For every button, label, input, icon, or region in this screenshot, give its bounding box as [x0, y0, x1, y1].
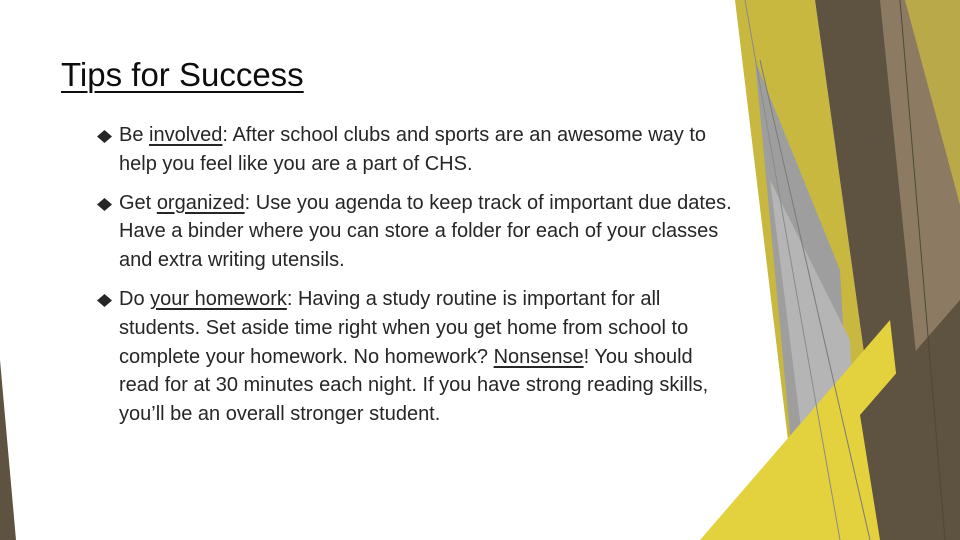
bullet-do-your-homework — [97, 285, 737, 429]
bullet-be-involved — [97, 121, 737, 179]
bullet-term: organized — [156, 191, 245, 214]
diamond-bullet-icon — [97, 198, 112, 211]
bullet-text: Having a study routine is important for all students. Set aside time right when you get home from school to complete your homework. No homework? — [119, 287, 689, 368]
bullet-list — [97, 121, 737, 429]
bullet-term: your homework — [150, 287, 287, 310]
bullet-text-after: ! You should read for at 30 minutes each night. If you have strong reading skills, you’ll be an overall stronger student. — [119, 345, 709, 426]
left-dark-shape — [0, 360, 16, 540]
bullet-text: After school clubs and sports are an awesome way to help you feel like you are a part of CHS. — [119, 124, 707, 175]
bullet-text: Use you agenda to keep track of important due dates. Have a binder where you can store a folder for each of your classes and extra writing utensils. — [119, 191, 732, 272]
bullet-term: involved — [149, 124, 223, 146]
diamond-bullet-icon — [97, 294, 112, 307]
bullet-term-lead: Get — [119, 191, 152, 214]
bullet-colon: : — [286, 287, 293, 310]
bullet-colon: : — [244, 191, 251, 214]
bullet-term-lead: Be — [119, 124, 144, 146]
bullet-colon: : — [222, 124, 228, 146]
bullet-term-lead: Do — [119, 287, 145, 310]
bullet-emphasis: Nonsense — [493, 345, 584, 368]
bullet-get-organized — [97, 189, 737, 275]
page-title: Tips for Success — [61, 56, 304, 93]
diamond-bullet-icon — [97, 130, 112, 143]
